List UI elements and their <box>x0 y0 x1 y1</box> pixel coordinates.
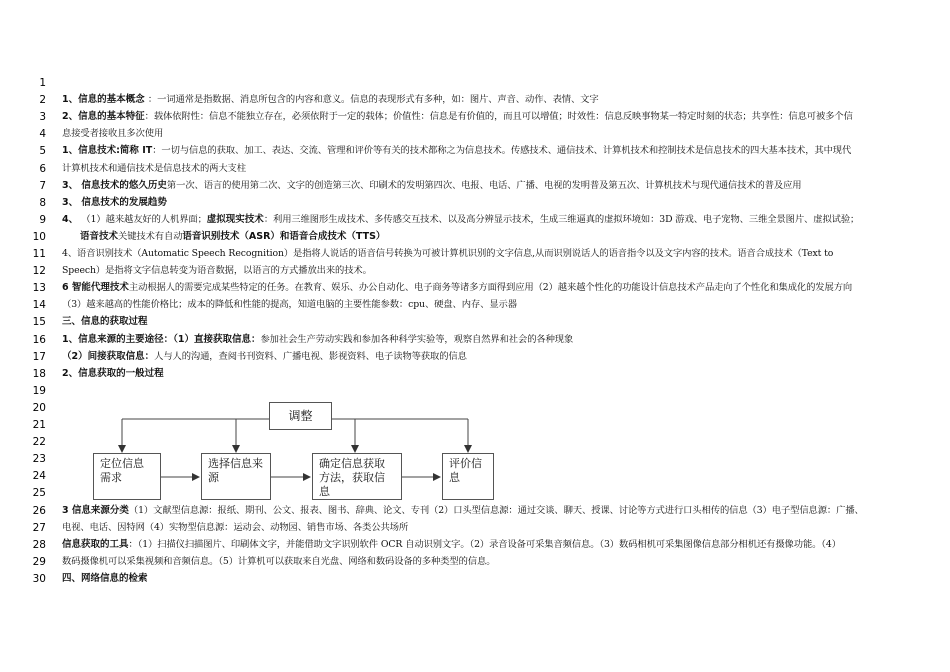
line-number: 26 <box>32 505 46 517</box>
text-run: 数码摄像机可以采集视频和音频信息。（5）计算机可以获取来自光盘、网络和数码设备的多种类型的信息。 <box>62 556 496 567</box>
line-number: 16 <box>32 334 46 346</box>
line-number: 15 <box>32 316 46 328</box>
line-number: 5 <box>39 145 46 157</box>
bold-text-run: 虚拟现实技术 <box>206 214 264 225</box>
bold-text-run: 语音技术 <box>80 231 119 242</box>
text-run: （1）文献型信息源：报纸、期刊、公文、报表、图书、辞典、论文、专刊（2）口头型信息源：通过交谈、聊天、授课、讨论等方式进行口头相传的信息（3）电子型信息源：广播、 <box>128 505 864 516</box>
line-number: 7 <box>39 180 46 192</box>
line-number: 24 <box>32 470 46 482</box>
step-get-information-box: 确定信息获取方法，获取信息 <box>312 453 402 500</box>
line-number: 23 <box>32 453 46 465</box>
line-number: 17 <box>32 351 46 363</box>
bold-text-run: 1、信息技术:简称 IT <box>62 145 153 156</box>
line-number: 1 <box>39 77 46 89</box>
step-evaluate-box: 评价信息 <box>442 453 494 500</box>
text-run: 参加社会生产劳动实践和参加各种科学实验等，观察自然界和社会的各种现象 <box>260 334 574 345</box>
line-number: 6 <box>39 163 46 175</box>
bold-text-run: 四、网络信息的检索 <box>62 573 148 584</box>
text-run: ：载体依附性：信息不能独立存在，必须依附于一定的载体；价值性：信息是有价值的，而且可以增值；时效性：信息反映事物某一特定时刻的状态；共享性：信息可被多个信 <box>144 111 853 122</box>
line-number: 4 <box>39 128 46 140</box>
line-number: 10 <box>32 231 46 243</box>
text-run: 4、语音识别技术（Automatic Speech Recognition）是指将人说话的语音信号转换为可被计算机识别的文字信息,从而识别说话人的语音指令以及文字内容的技术。语音合成技术（Text to <box>62 248 834 259</box>
text-run: 计算机技术和通信技术是信息技术的两大支柱 <box>62 163 246 174</box>
text-run: 人与人的沟通，查阅书刊资料、广播电视、影视资料、电子读物等获取的信息 <box>154 351 467 362</box>
line-number: 22 <box>32 436 46 448</box>
bold-text-run: 1、信息来源的主要途径：（1）直接获取信息： <box>62 334 261 345</box>
line-number: 13 <box>32 282 46 294</box>
bold-text-run: （2）间接获取信息： <box>62 351 155 362</box>
line-number: 12 <box>32 265 46 277</box>
bold-text-run: 2、信息的基本特征 <box>62 111 145 122</box>
line-number: 21 <box>32 419 46 431</box>
bold-text-run: 三、信息的获取过程 <box>62 316 148 327</box>
text-run: 第一次、语言的使用第二次、文字的创造第三次、印刷术的发明第四次、电报、电话、广播、电视的发明普及第五次、计算机技术与现代通信技术的普及应用 <box>166 180 802 191</box>
adjust-box: 调整 <box>269 402 332 430</box>
bold-text-run: 语音识别技术（ASR）和语音合成技术（TTS） <box>182 231 386 242</box>
text-run: 关键技术有自动 <box>118 231 183 242</box>
text-run: ：（1）扫描仪扫描图片、印刷体文字，并能借助文字识别软件 OCR 自动识别文字。（2）录音设备可采集音频信息。（3）数码相机可采集图像信息部分相机还有摄像功能。（4） <box>128 539 841 550</box>
text-run: ：一切与信息的获取、加工、表达、交流、管理和评价等有关的技术都称之为信息技术。传感技术、通信技术、计算机技术和控制技术是信息技术的四大基本技术，其中现代 <box>152 145 852 156</box>
line-number: 27 <box>32 522 46 534</box>
text-run: 主动根据人的需要完成某些特定的任务。在教育、娱乐、办公自动化、电子商务等诸多方面得到应用（2）越来越个性化的功能设计信息技术产品走向了个性化和集成化的发展方向 <box>128 282 853 293</box>
line-number: 3 <box>39 111 46 123</box>
bold-text-run: 3、 信息技术的悠久历史 <box>62 180 167 191</box>
step-choose-source-box: 选择信息来源 <box>201 453 271 500</box>
bold-text-run: 3 信息来源分类 <box>62 505 129 516</box>
line-number: 9 <box>39 214 46 226</box>
line-number: 25 <box>32 487 46 499</box>
line-number: 29 <box>32 556 46 568</box>
text-run: Speech）是指将文字信息转变为语音数据，以语言的方式播放出来的技术。 <box>62 265 372 276</box>
text-run: ：利用三维图形生成技术、多传感交互技术、以及高分辨显示技术，生成三维逼真的虚拟环境如：3D 游戏、电子宠物、三维全景图片、虚拟试验； <box>263 214 860 225</box>
bold-text-run: 2、信息获取的一般过程 <box>62 368 164 379</box>
text-run: （3）越来越高的性能价格比；成本的降低和性能的提高，知道电脑的主要性能参数：cpu、硬盘、内存、显示器 <box>62 299 517 310</box>
line-number: 30 <box>32 573 46 585</box>
line-number: 28 <box>32 539 46 551</box>
step-define-need-box: 定位信息需求 <box>93 453 161 500</box>
text-run: 电视、电话、因特网（4）实物型信息源：运动会、动物园、销售市场、各类公共场所 <box>62 522 409 533</box>
text-run: 息接受者接收且多次使用 <box>62 128 164 139</box>
line-number: 19 <box>32 385 46 397</box>
bold-text-run: 1、信息的基本概念 <box>62 94 148 105</box>
line-number: 18 <box>32 368 46 380</box>
bold-text-run: 6 智能代理技术 <box>62 282 129 293</box>
line-number: 20 <box>32 402 46 414</box>
text-run: （1）越来越友好的人机界面； <box>81 214 207 225</box>
text-run: ：一词通常是指数据、消息所包含的内容和意义。信息的表现形式有多种，如：图片、声音、动作、表情、文字 <box>147 94 599 105</box>
line-number: 14 <box>32 299 46 311</box>
bold-text-run: 3、 信息技术的发展趋势 <box>62 197 167 208</box>
bold-text-run: 信息获取的工具 <box>62 539 129 550</box>
bold-text-run: 4、 <box>62 214 82 225</box>
line-number: 2 <box>39 94 46 106</box>
line-number: 8 <box>39 197 46 209</box>
line-number: 11 <box>32 248 46 260</box>
